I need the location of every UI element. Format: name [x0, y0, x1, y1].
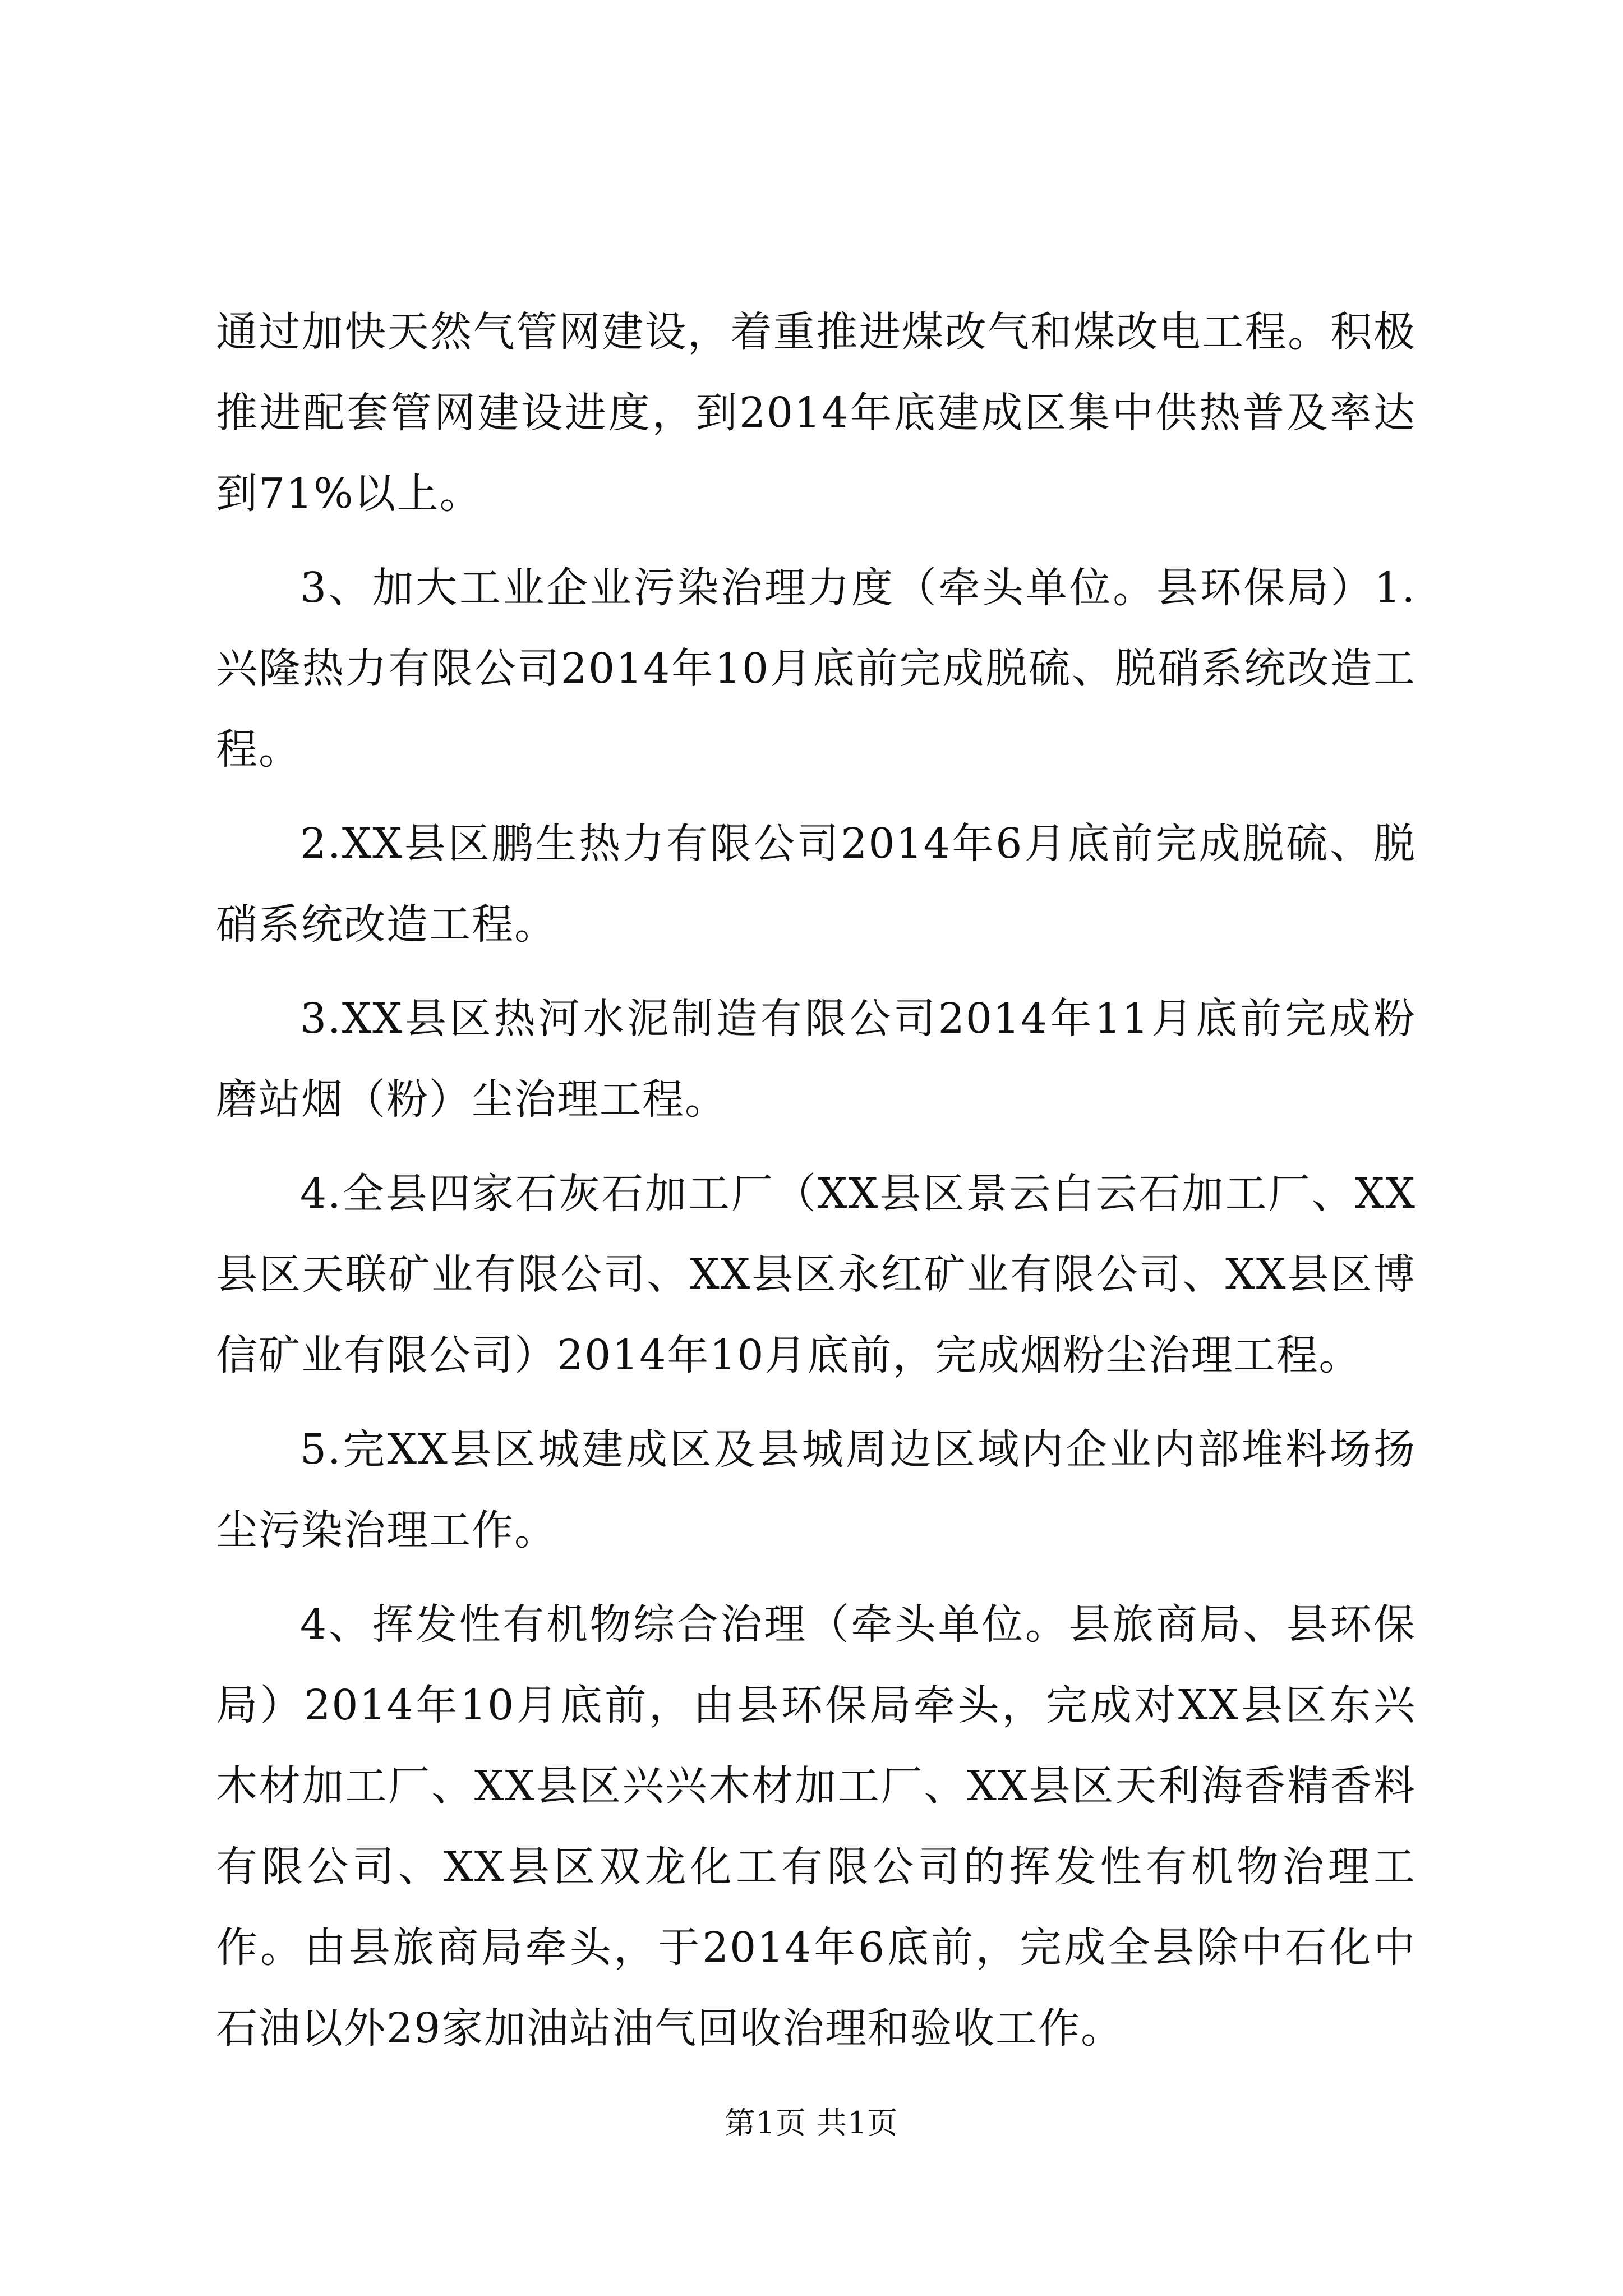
paragraph-3: 2.XX县区鹏生热力有限公司2014年6月底前完成脱硫、脱硝系统改造工程。 [216, 820, 1416, 949]
paragraph-2: 3、加大工业企业污染治理力度（牵头单位。县环保局）1.兴隆热力有限公司2014年10月底前完成脱硫、脱硝系统改造工程。 [216, 564, 1416, 774]
paragraph-4: 3.XX县区热河水泥制造有限公司2014年11月底前完成粉磨站烟（粉）尘治理工程。 [216, 995, 1416, 1124]
paragraph-7: 4、挥发性有机物综合治理（牵头单位。县旅商局、县环保局）2014年10月底前，由县环保局牵头，完成对XX县区东兴木材加工厂、XX县区兴兴木材加工厂、XX县区天利海香精香料有限公司、XX县区双龙化工有限公司的挥发性有机物治理工作。由县旅商局牵头，于2014年6底前，完成全县除中石化中石油以外29家加油站油气回收治理和验收工作。 [216, 1600, 1416, 2053]
paragraph-1: 通过加快天然气管网建设，着重推进煤改气和煤改电工程。积极推进配套管网建设进度，到2014年底建成区集中供热普及率达到71%以上。 [216, 308, 1416, 518]
page-footer: 第1页 共1页 [725, 2105, 898, 2141]
paragraph-6: 5.完XX县区城建成区及县城周边区域内企业内部堆料场扬尘污染治理工作。 [216, 1425, 1416, 1554]
document-body [216, 292, 1416, 2069]
paragraph-5: 4.全县四家石灰石加工厂（XX县区景云白云石加工厂、XX县区天联矿业有限公司、XX县区永红矿业有限公司、XX县区博信矿业有限公司）2014年10月底前，完成烟粉尘治理工程。 [216, 1170, 1416, 1379]
